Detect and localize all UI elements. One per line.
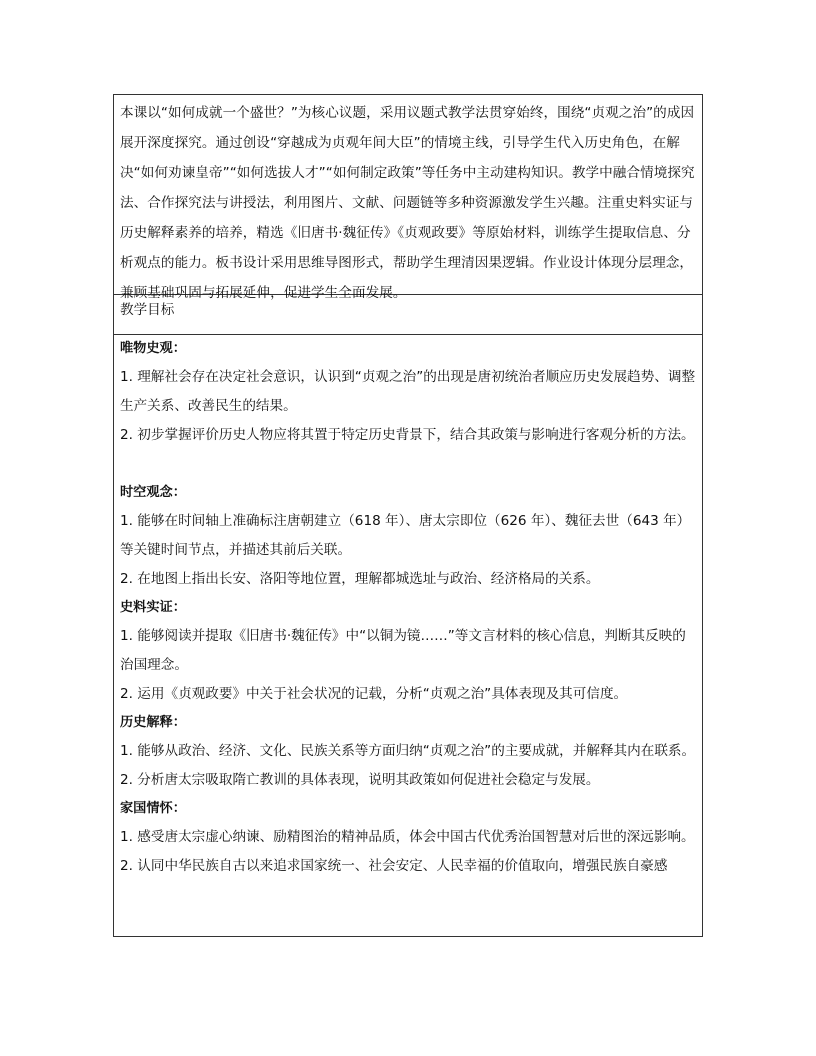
design-intro-paragraph: 本课以“如何成就一个盛世？”为核心议题，采用议题式教学法贯穿始终，围绕“贞观之治”的成因展开深度探究。通过创设“穿越成为贞观年间大臣”的情境主线，引导学生代入历史角色，在解决“如何劝谏皇帝”“如何选拔人才”“如何制定政策”等任务中主动建构知识。教学中融合情境探究法、合作探究法与讲授法，利用图片、文献、问题链等多种资源激发学生兴趣。注重史料实证与历史解释素养的培养，精选《旧唐书·魏征传》《贞观政要》等原始材料，训练学生提取信息、分析观点的能力。板书设计采用思维导图形式，帮助学生理清因果逻辑。作业设计体现分层理念，兼顾基础巩固与拓展延伸，促进学生全面发展。 [120,105,695,301]
lesson-plan-table [113,94,703,937]
goal-item: 2. 分析唐太宗吸取隋亡教训的具体表现，说明其政策如何促进社会稳定与发展。 [120,772,600,788]
section-title-patriotism: 家国情怀： [120,801,186,816]
goal-item: 2. 初步掌握评价历史人物应将其置于特定历史背景下，结合其政策与影响进行客观分析的方法。 [120,427,695,443]
goal-item: 1. 理解社会存在决定社会意识，认识到“贞观之治”的出现是唐初统治者顺应历史发展趋势、调整生产关系、改善民生的结果。 [120,369,696,414]
section-title-evidence: 史料实证： [120,600,186,615]
goal-item: 2. 在地图上指出长安、洛阳等地位置，理解都城选址与政治、经济格局的关系。 [120,571,600,587]
goal-item: 1. 能够阅读并提取《旧唐书·魏征传》中“以铜为镜……”等文言材料的核心信息，判断其反映的治国理念。 [120,628,686,673]
goal-item: 2. 运用《贞观政要》中关于社会状况的记载，分析“贞观之治”具体表现及其可信度。 [120,686,628,702]
goal-item: 1. 能够在时间轴上准确标注唐朝建立（618 年）、唐太宗即位（626 年）、魏征去世（643 年）等关键时间节点，并描述其前后关联。 [120,513,691,558]
goal-item: 1. 感受唐太宗虚心纳谏、励精图治的精神品质，体会中国古代优秀治国智慧对后世的深远影响。 [120,829,695,845]
section-spacer [120,450,696,479]
design-intro-cell [114,95,702,301]
goal-item: 2. 认同中华民族自古以来追求国家统一、社会安定、人民幸福的价值取向，增强民族自豪感 [120,858,668,874]
goals-heading: 教学目标 [120,302,175,318]
goal-item: 1. 能够从政治、经济、文化、民族关系等方面归纳“贞观之治”的主要成就，并解释其内在联系。 [120,743,696,759]
section-title-spacetime: 时空观念： [120,485,186,500]
section-title-interpretation: 历史解释： [120,715,186,730]
section-title-materialism: 唯物史观： [120,341,186,356]
goals-content-cell [114,334,702,936]
